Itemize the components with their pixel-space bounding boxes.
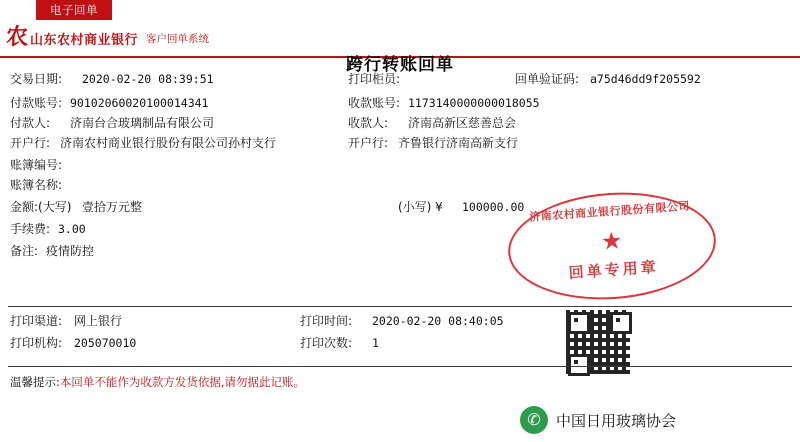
verify-code-label: 回单验证码: xyxy=(515,72,580,86)
qr-eye-icon xyxy=(568,354,590,376)
print-channel-label: 打印渠道: xyxy=(10,314,63,328)
tab-electronic-receipt[interactable]: 电子回单 xyxy=(36,0,112,20)
tab-bar xyxy=(0,0,800,20)
print-time-value: 2020-02-20 08:40:05 xyxy=(372,314,504,328)
print-count-label: 打印次数: xyxy=(300,336,353,350)
payee-name-label: 收款人: xyxy=(348,116,389,130)
wechat-icon: ✆ xyxy=(520,406,548,434)
payee-bank-value: 齐鲁银行济南高新支行 xyxy=(398,136,519,150)
remark-value: 疫情防控 xyxy=(46,244,95,258)
payer-name-label: 付款人: xyxy=(10,116,51,130)
notice-text: 本回单不能作为收款方发货依据,请勿据此记账。 xyxy=(59,375,306,389)
payee-bank-label: 开户行: xyxy=(348,136,389,150)
book-no-label: 账簿编号: xyxy=(10,158,63,172)
qr-code[interactable] xyxy=(566,310,630,374)
print-org-value: 205070010 xyxy=(74,336,137,350)
book-name-label: 账簿名称: xyxy=(10,178,63,192)
amount-num-label: (小写) ¥ xyxy=(398,200,443,214)
brand-name: 中国日用玻璃协会 xyxy=(556,412,677,430)
system-name: 客户回单系统 xyxy=(146,33,209,45)
brand-watermark xyxy=(520,404,790,438)
stamp-bottom-text: 回单专用章 xyxy=(568,257,660,283)
page-title: 跨行转账回单 xyxy=(346,55,454,75)
amount-cn-value: 壹拾万元整 xyxy=(82,200,143,214)
payer-bank-value: 济南农村商业银行股份有限公司孙村支行 xyxy=(60,136,277,150)
footer-divider-bottom xyxy=(8,366,792,367)
fee-label: 手续费: xyxy=(10,222,51,236)
payer-account-label: 付款账号: xyxy=(10,96,63,110)
payee-name-value: 济南高新区慈善总会 xyxy=(408,116,517,130)
trade-date-value: 2020-02-20 08:39:51 xyxy=(82,72,214,86)
print-count-value: 1 xyxy=(372,336,379,350)
bank-logo-icon: 农 xyxy=(6,24,29,50)
payee-account-value: 1173140000000018055 xyxy=(408,96,540,110)
print-org-label: 打印机构: xyxy=(10,336,63,350)
teller-label: 打印柜员: xyxy=(348,72,401,86)
star-icon: ★ xyxy=(599,226,624,256)
notice-line xyxy=(10,374,305,390)
payer-account-value: 90102060020100014341 xyxy=(70,96,209,110)
remark-label: 备注: xyxy=(10,244,39,258)
qr-eye-icon xyxy=(568,312,590,334)
payer-bank-label: 开户行: xyxy=(10,136,51,150)
qr-eye-icon xyxy=(610,312,632,334)
fee-value: 3.00 xyxy=(58,222,86,236)
payee-account-label: 收款账号: xyxy=(348,96,401,110)
bank-name: 山东农村商业银行 xyxy=(30,33,139,48)
amount-cn-label: 金额:(大写) xyxy=(10,200,72,214)
print-time-label: 打印时间: xyxy=(300,314,353,328)
amount-num-value: 100000.00 xyxy=(462,200,525,214)
stamp-top-text: 济南农村商业银行股份有限公司 xyxy=(528,199,691,224)
payer-name-value: 济南台合玻璃制品有限公司 xyxy=(70,116,215,130)
print-channel-value: 网上银行 xyxy=(74,314,123,328)
trade-date-label: 交易日期: xyxy=(10,72,63,86)
verify-code-value: a75d46dd9f205592 xyxy=(590,72,701,86)
footer-divider-top xyxy=(8,306,792,307)
notice-label: 温馨提示: xyxy=(10,375,60,389)
bank-header-bar xyxy=(0,20,800,75)
